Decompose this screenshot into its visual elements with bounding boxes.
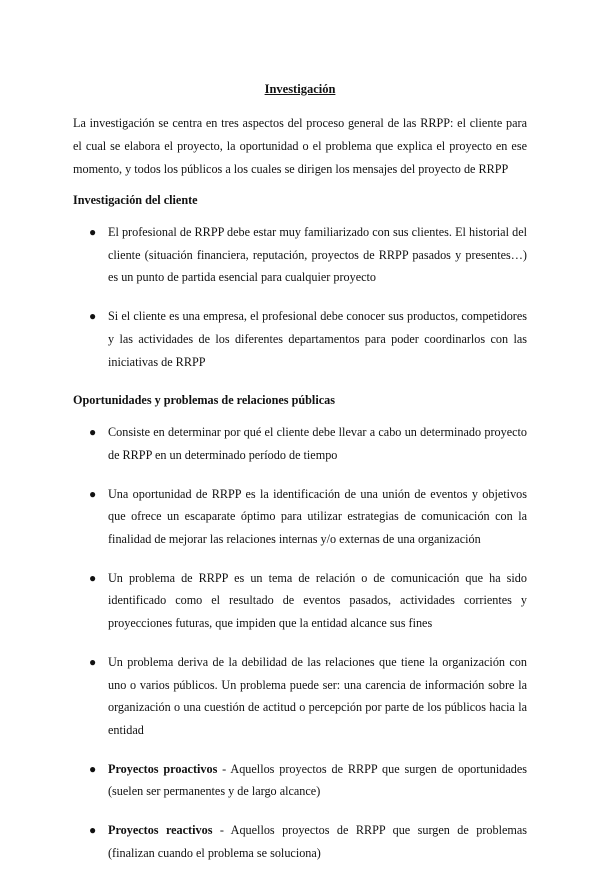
list-item-bold-term: Proyectos reactivos (108, 823, 213, 838)
client-bullet-list (73, 221, 527, 373)
section-heading-client: Investigación del cliente (73, 193, 198, 207)
bullet-icon: ● (89, 309, 97, 324)
bullet-icon: ● (89, 761, 97, 776)
list-item-text: Un problema de RRPP es un tema de relación o de comunicación que ha sido identificado como el resultado de eventos pasados, actividades corrientes y proyecciones futuras, que impiden que la entidad alcance sus fines (108, 570, 527, 631)
list-item (73, 483, 527, 551)
list-item-text: Si el cliente es una empresa, el profesional debe conocer sus productos, competidores y las actividades de los diferentes departamentos para poder coordinarlos con las iniciativas de RRPP (108, 309, 527, 369)
bullet-icon: ● (89, 486, 97, 501)
list-item (73, 567, 527, 635)
list-item (73, 651, 527, 742)
list-item-text: El profesional de RRPP debe estar muy familiarizado con sus clientes. El historial del cliente (situación financiera, reputación, proyectos de RRPP pasados y presentes…) es un punto de partida esencial para cualquier proyecto (108, 225, 527, 285)
list-item-text: Un problema deriva de la debilidad de las relaciones que tiene la organización con uno o varios públicos. Un problema puede ser: una carencia de información sobre la organización o una cuestión de actitud o percepción por parte de los públicos hacia la entidad (108, 654, 527, 737)
bullet-icon: ● (89, 225, 97, 239)
list-item-bold-term: Proyectos proactivos (108, 761, 218, 776)
page-title: Investigación (264, 82, 336, 96)
opportunities-bullet-list (73, 421, 527, 864)
list-item-text: Una oportunidad de RRPP es la identificación de una unión de eventos y objetivos que ofrece un escaparate óptimo para utilizar estrategias de comunicación con la finalidad de mejorar las relaciones internas y/o externas de una organización (108, 486, 527, 547)
list-item-text: - Aquellos proyectos de RRPP que surgen de oportunidades (suelen ser permanentes y de largo alcance) (108, 761, 527, 799)
bullet-icon: ● (89, 823, 97, 838)
list-item (73, 305, 527, 373)
intro-paragraph: La investigación se centra en tres aspectos del proceso general de las RRPP: el cliente para el cual se elabora el proyecto, la oportunidad o el problema que explica el proyecto en ese momento, y todos los públicos a los cuales se dirigen los mensajes del proyecto de RRPP (73, 116, 527, 176)
section-heading-opportunities: Oportunidades y problemas de relaciones públicas (73, 393, 335, 408)
list-item (73, 421, 527, 466)
list-item (73, 819, 527, 864)
document-page (73, 82, 527, 880)
bullet-icon: ● (89, 570, 97, 585)
list-item (73, 758, 527, 803)
bullet-icon: ● (89, 654, 97, 669)
list-item (73, 221, 527, 289)
list-item-text: Consiste en determinar por qué el cliente debe llevar a cabo un determinado proyecto de RRPP en un determinado período de tiempo (108, 425, 527, 462)
bullet-icon: ● (89, 425, 97, 440)
list-item-text: - Aquellos proyectos de RRPP que surgen de problemas (finalizan cuando el problema se soluciona) (108, 823, 527, 860)
